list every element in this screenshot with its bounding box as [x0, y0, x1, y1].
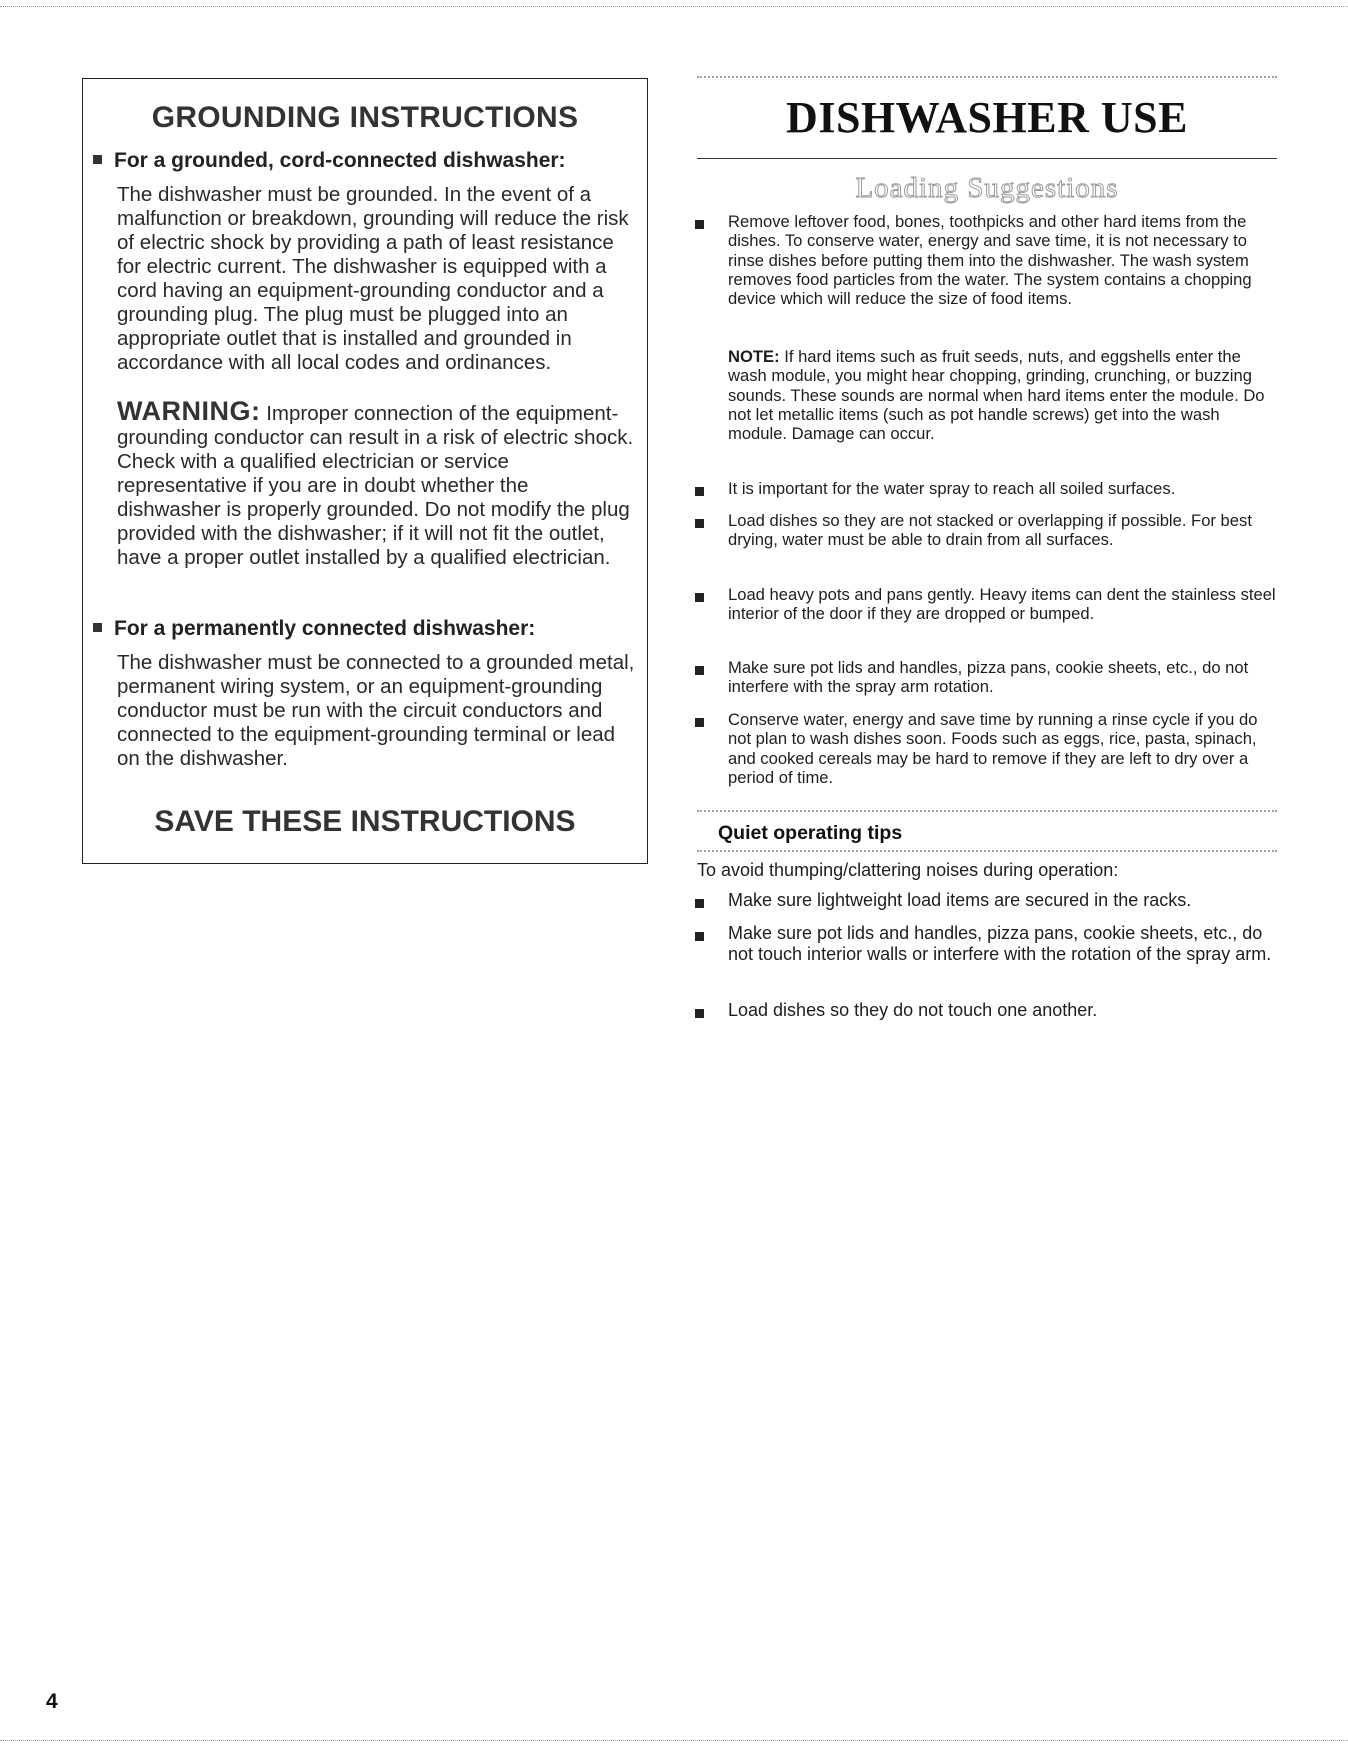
- note-text: If hard items such as fruit seeds, nuts, and eggshells enter the wash module, you might hear chopping, grinding, crunching, or buzzing sounds. These sounds are normal when hard items enter the module. Do not let metallic items (such as pot handle screws) get into the wash module. Damage can occur.: [728, 347, 1265, 444]
- loading-item-2: It is important for the water spray to reach all soiled surfaces.: [728, 479, 1176, 498]
- quiet-operating-tips-heading: Quiet operating tips: [718, 822, 903, 844]
- bullet-icon: [93, 155, 102, 164]
- dishwasher-use-title: DISHWASHER USE: [786, 93, 1188, 142]
- cord-connected-heading-text: For a grounded, cord-connected dishwasher:: [114, 149, 566, 172]
- quiet-item-2: Make sure pot lids and handles, pizza pans, cookie sheets, etc., do not touch interior walls or interfere with the rotation of the spray arm.: [728, 923, 1272, 964]
- note-paragraph: [728, 347, 1278, 443]
- quiet-item-3: Load dishes so they do not touch one another.: [728, 1000, 1098, 1020]
- permanent-connected-heading-text: For a permanently connected dishwasher:: [114, 617, 536, 640]
- warning-text: Improper connection of the equipment-grounding conductor can result in a risk of electric shock. Check with a qualified electrician or service representative if you are in doubt whether the dishwasher is properly grounded. Do not modify the plug provided with the dishwasher; if it will not fit the outlet, have a proper outlet installed by a qualified electrician.: [117, 402, 634, 569]
- note-label: NOTE:: [728, 347, 780, 366]
- permanent-connected-text: The dishwasher must be connected to a grounded metal, permanent wiring system, or an equipment-grounding conductor must be run with the circuit conductors and connected to the equipment-grounding terminal or lead on the dishwasher.: [117, 651, 635, 770]
- bullet-icon: [695, 1009, 704, 1018]
- warning-paragraph: [117, 396, 637, 570]
- loading-suggestions-heading: Loading Suggestions: [855, 172, 1119, 204]
- top-dotted-rule: [0, 6, 1348, 7]
- bullet-icon: [695, 932, 704, 941]
- bullet-icon: [695, 666, 704, 675]
- quiet-tips-intro: To avoid thumping/clattering noises during operation:: [697, 860, 1119, 880]
- grounding-instructions-box: [82, 78, 648, 864]
- bullet-icon: [695, 519, 704, 528]
- section-top-dotted-rule: [697, 76, 1277, 78]
- quiet-tips-top-rule: [697, 810, 1277, 812]
- bottom-dotted-rule: [0, 1740, 1348, 1741]
- cord-connected-text: The dishwasher must be grounded. In the event of a malfunction or breakdown, grounding will reduce the risk of electric shock by providing a path of least resistance for electric current. The dishwasher is equipped with a cord having an equipment-grounding conductor and a grounding plug. The plug must be plugged into an appropriate outlet that is installed and grounded in accordance with all local codes and ordinances.: [117, 183, 629, 374]
- loading-item-5: Make sure pot lids and handles, pizza pans, cookie sheets, etc., do not interfere with the spray arm rotation.: [728, 658, 1249, 697]
- cord-connected-heading: [93, 149, 566, 173]
- bullet-icon: [695, 593, 704, 602]
- quiet-tips-bottom-rule: [697, 850, 1277, 852]
- save-instructions: SAVE THESE INSTRUCTIONS: [154, 805, 576, 838]
- loading-item-4: Load heavy pots and pans gently. Heavy items can dent the stainless steel interior of the door if they are dropped or bumped.: [728, 585, 1276, 624]
- warning-label: WARNING:: [117, 396, 261, 426]
- bullet-icon: [695, 899, 704, 908]
- title-underline: [697, 158, 1277, 159]
- bullet-icon: [695, 220, 704, 229]
- bullet-icon: [93, 623, 102, 632]
- bullet-icon: [695, 718, 704, 727]
- grounding-title: GROUNDING INSTRUCTIONS: [151, 101, 579, 134]
- permanent-connected-heading: [93, 617, 535, 641]
- loading-item-1: Remove leftover food, bones, toothpicks and other hard items from the dishes. To conserve water, energy and save time, it is not necessary to rinse dishes before putting them into the dishwasher. The wash system removes food particles from the water. The system contains a chopping device which will reduce the size of food items.: [728, 212, 1252, 309]
- page-number: 4: [46, 1690, 58, 1713]
- loading-item-6: Conserve water, energy and save time by running a rinse cycle if you do not plan to wash dishes soon. Foods such as eggs, rice, pasta, spinach, and cooked cereals may be hard to remove if they are left to dry over a period of time.: [728, 710, 1258, 787]
- loading-item-3: Load dishes so they are not stacked or overlapping if possible. For best drying, water must be able to drain from all surfaces.: [728, 511, 1252, 550]
- quiet-item-1: Make sure lightweight load items are secured in the racks.: [728, 890, 1192, 910]
- bullet-icon: [695, 487, 704, 496]
